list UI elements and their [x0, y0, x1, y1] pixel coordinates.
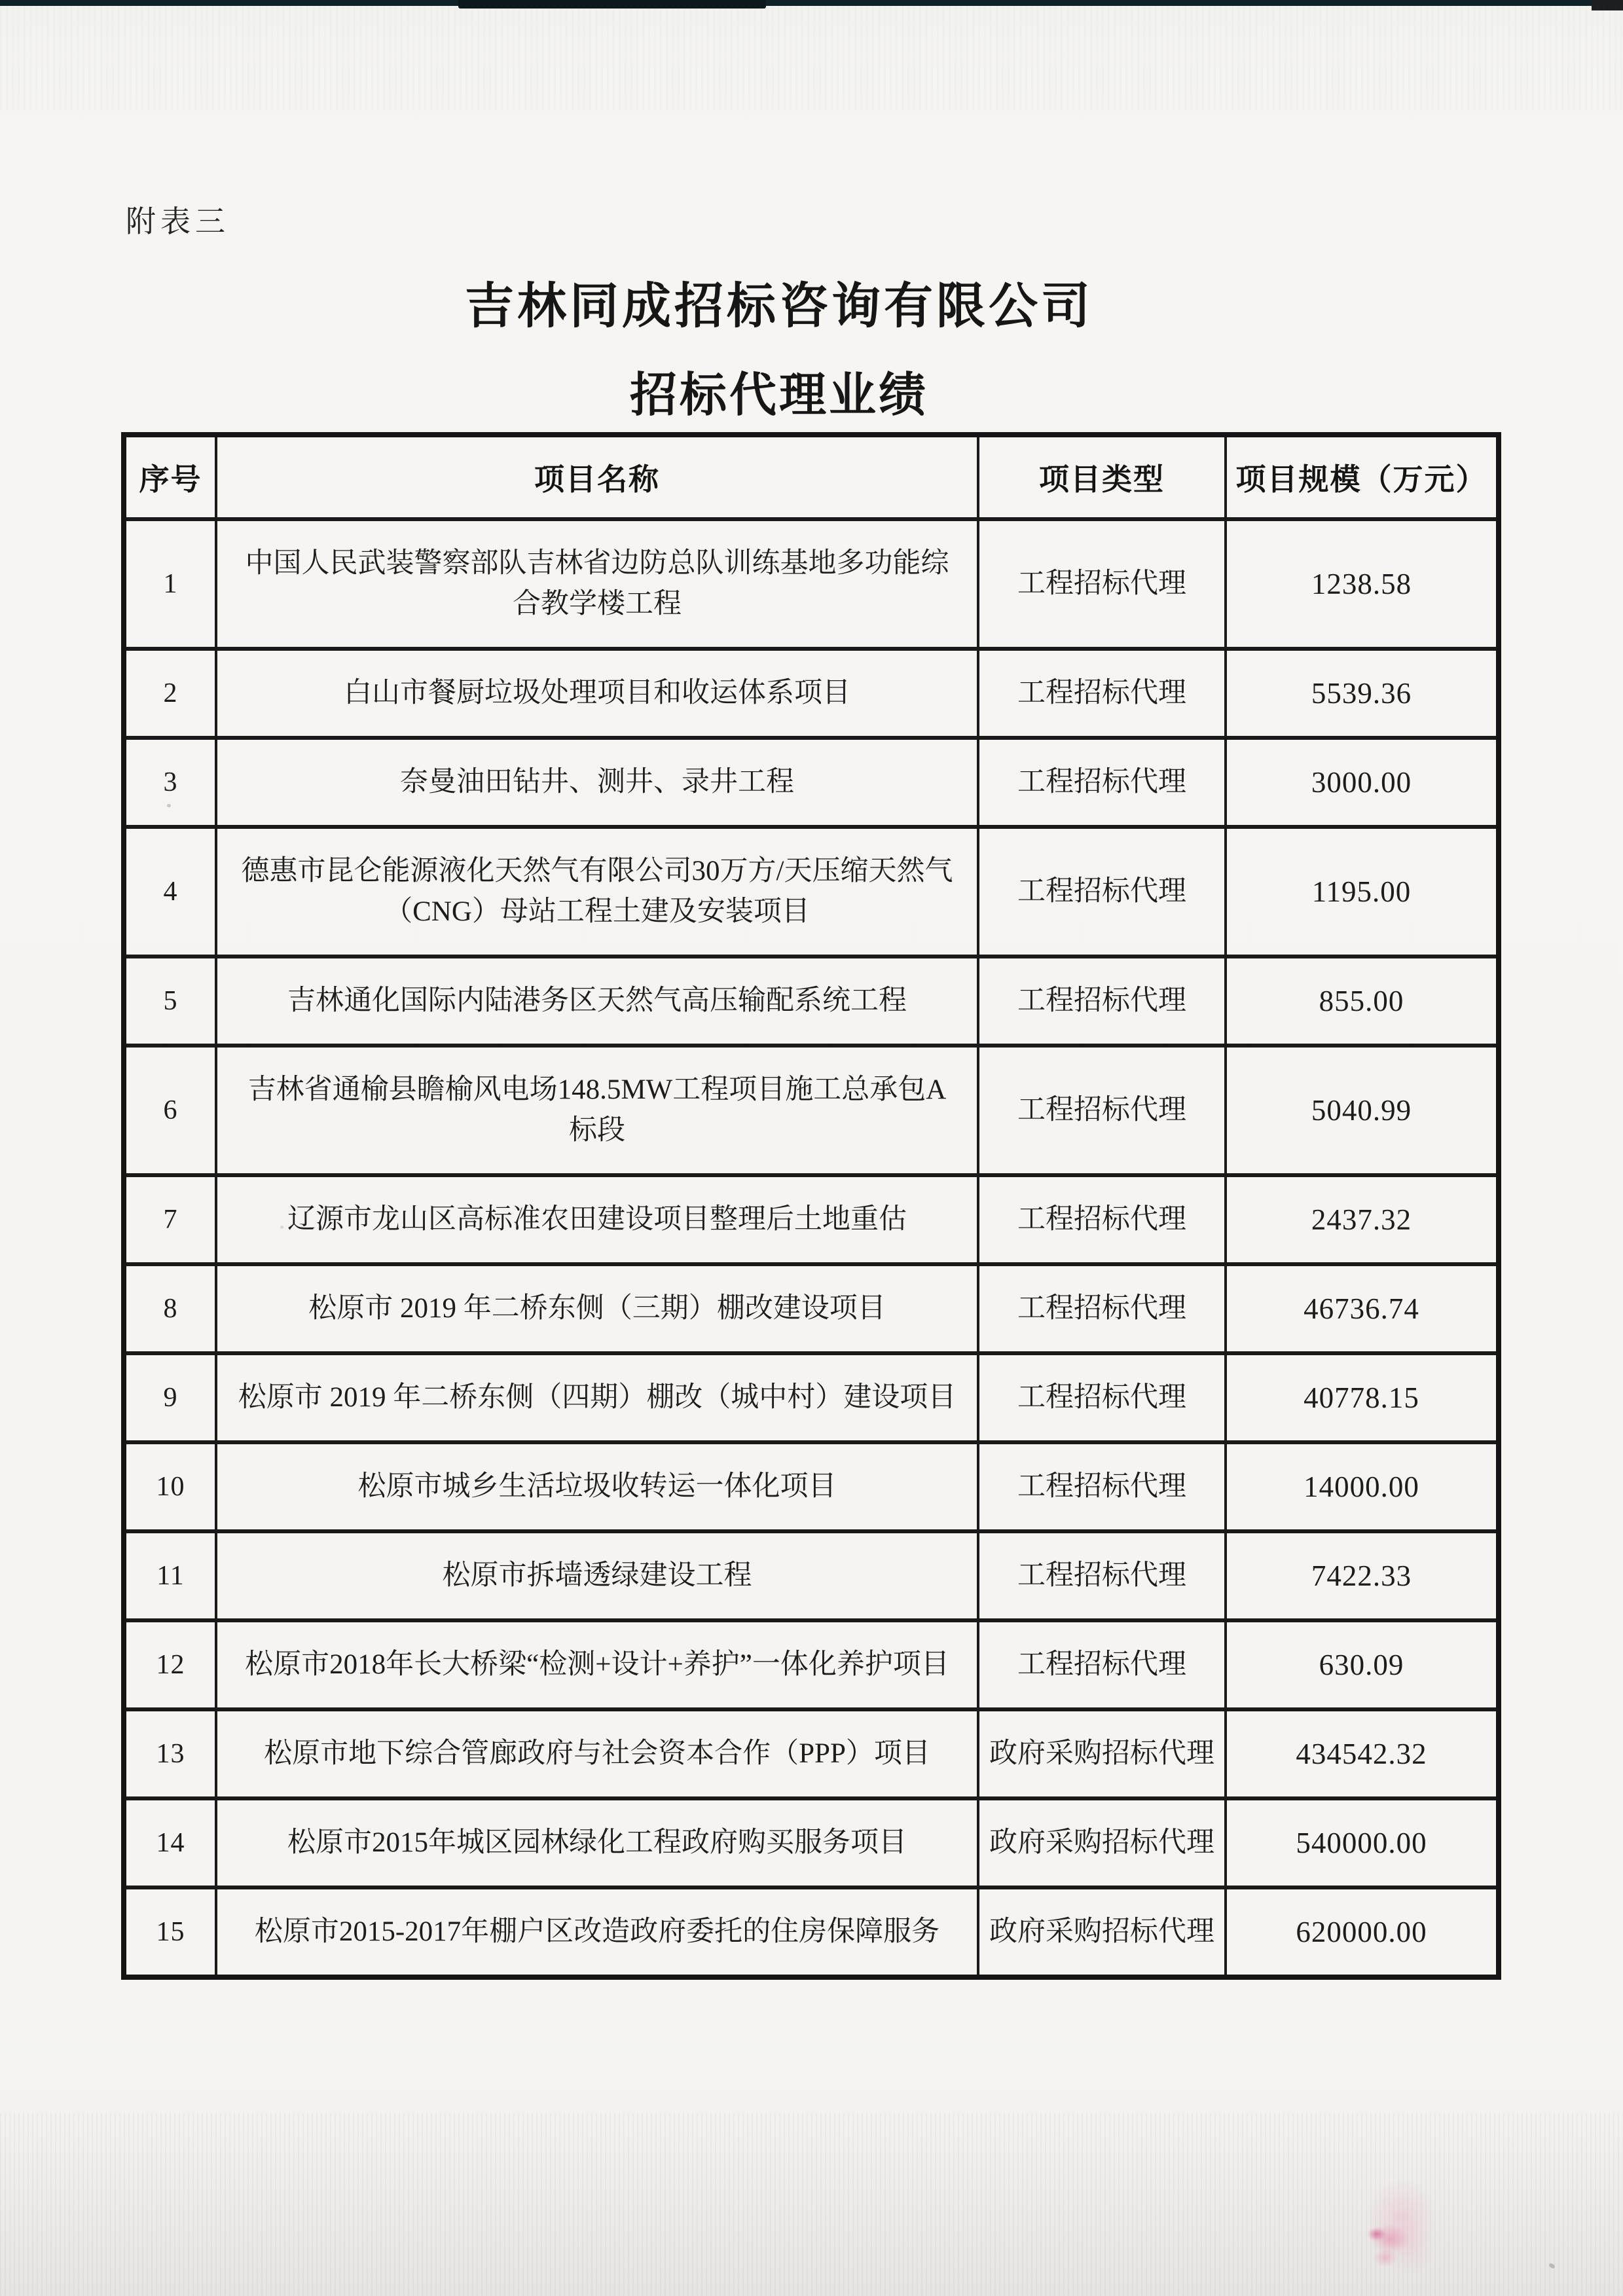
project-type-cell: 工程招标代理: [978, 1175, 1226, 1264]
project-type-cell: 工程招标代理: [978, 1620, 1226, 1709]
doc-annotation: 附表三: [126, 205, 230, 238]
project-name-cell: 松原市 2019 年二桥东侧（四期）棚改（城中村）建设项目: [216, 1353, 978, 1442]
project-name-cell: 奈曼油田钻井、测井、录井工程: [216, 738, 978, 827]
row-seq-cell: 1: [124, 519, 216, 649]
project-type-cell: 工程招标代理: [978, 827, 1226, 957]
project-scale-cell: 855.00: [1226, 957, 1499, 1046]
row-seq-cell: 15: [124, 1887, 216, 1977]
project-scale-cell: 630.09: [1226, 1620, 1499, 1709]
doc-title: 吉林同成招标咨询有限公司: [464, 280, 1093, 334]
row-seq-cell: 11: [124, 1531, 216, 1620]
project-type-cell: 工程招标代理: [978, 1046, 1226, 1175]
table-row: [124, 1264, 1499, 1353]
project-type-cell: 工程招标代理: [978, 519, 1226, 649]
row-seq-cell: 7: [124, 1175, 216, 1264]
project-type-cell: 工程招标代理: [978, 649, 1226, 738]
row-seq-cell: 3: [124, 738, 216, 827]
project-scale-cell: 14000.00: [1226, 1442, 1499, 1531]
project-scale-cell: 2437.32: [1226, 1175, 1499, 1264]
project-type-cell: 工程招标代理: [978, 1442, 1226, 1531]
row-seq-cell: 4: [124, 827, 216, 957]
row-seq-cell: 8: [124, 1264, 216, 1353]
table-row: [124, 1046, 1499, 1175]
project-scale-cell: 3000.00: [1226, 738, 1499, 827]
project-name-cell: 松原市 2019 年二桥东侧（三期）棚改建设项目: [216, 1264, 978, 1353]
project-scale-cell: 540000.00: [1226, 1798, 1499, 1887]
project-name-cell: 松原市2015-2017年棚户区改造政府委托的住房保障服务: [216, 1887, 978, 1977]
project-scale-cell: 40778.15: [1226, 1353, 1499, 1442]
table-header-row: [124, 435, 1499, 519]
table-row: [124, 1887, 1499, 1977]
row-seq-cell: 13: [124, 1709, 216, 1798]
table-row: [124, 1620, 1499, 1709]
header-project-type: 项目类型: [978, 435, 1226, 519]
table-row: [124, 1531, 1499, 1620]
header-project-name: 项目名称: [216, 435, 978, 519]
project-type-cell: 政府采购招标代理: [978, 1709, 1226, 1798]
project-type-cell: 政府采购招标代理: [978, 1798, 1226, 1887]
project-name-cell: 德惠市昆仑能源液化天然气有限公司30万方/天压缩天然气（CNG）母站工程土建及安装项目: [216, 827, 978, 957]
row-seq-cell: 2: [124, 649, 216, 738]
project-scale-cell: 620000.00: [1226, 1887, 1499, 1977]
header-project-scale: 项目规模（万元）: [1226, 435, 1499, 519]
table-row: [124, 827, 1499, 957]
doc-title-block: [92, 267, 1467, 425]
project-name-cell: 松原市2018年长大桥梁“检测+设计+养护”一体化养护项目: [216, 1620, 978, 1709]
table-row: [124, 738, 1499, 827]
project-name-cell: 中国人民武装警察部队吉林省边防总队训练基地多功能综合教学楼工程: [216, 519, 978, 649]
project-name-cell: 吉林通化国际内陆港务区天然气高压输配系统工程: [216, 957, 978, 1046]
table-row: [124, 519, 1499, 649]
row-seq-cell: 12: [124, 1620, 216, 1709]
project-scale-cell: 7422.33: [1226, 1531, 1499, 1620]
table-row: [124, 1353, 1499, 1442]
row-seq-cell: 5: [124, 957, 216, 1046]
project-name-cell: 松原市拆墙透绿建设工程: [216, 1531, 978, 1620]
project-type-cell: 工程招标代理: [978, 957, 1226, 1046]
project-name-cell: 松原市城乡生活垃圾收转运一体化项目: [216, 1442, 978, 1531]
project-scale-cell: 1238.58: [1226, 519, 1499, 649]
row-seq-cell: 14: [124, 1798, 216, 1887]
table-head: [124, 435, 1499, 519]
project-scale-cell: 434542.32: [1226, 1709, 1499, 1798]
project-scale-cell: 5539.36: [1226, 649, 1499, 738]
table-row: [124, 649, 1499, 738]
stamp-smudge: [1341, 2166, 1452, 2284]
performance-table: [121, 432, 1501, 1980]
project-scale-cell: 1195.00: [1226, 827, 1499, 957]
project-name-cell: 白山市餐厨垃圾处理项目和收运体系项目: [216, 649, 978, 738]
project-scale-cell: 46736.74: [1226, 1264, 1499, 1353]
row-seq-cell: 6: [124, 1046, 216, 1175]
scanner-edge-strip: [0, 0, 1623, 6]
table-row: [124, 1709, 1499, 1798]
project-scale-cell: 5040.99: [1226, 1046, 1499, 1175]
table-row: [124, 1798, 1499, 1887]
project-name-cell: 松原市2015年城区园林绿化工程政府购买服务项目: [216, 1798, 978, 1887]
project-type-cell: 工程招标代理: [978, 1353, 1226, 1442]
table-row: [124, 1442, 1499, 1531]
table-row: [124, 1175, 1499, 1264]
project-name-cell: 吉林省通榆县瞻榆风电场148.5MW工程项目施工总承包A标段: [216, 1046, 978, 1175]
project-name-cell: 松原市地下综合管廊政府与社会资本合作（PPP）项目: [216, 1709, 978, 1798]
doc-subtitle: 招标代理业绩: [629, 369, 928, 422]
header-seq: 序号: [124, 435, 216, 519]
row-seq-cell: 9: [124, 1353, 216, 1442]
project-type-cell: 工程招标代理: [978, 738, 1226, 827]
project-type-cell: 工程招标代理: [978, 1531, 1226, 1620]
project-type-cell: 政府采购招标代理: [978, 1887, 1226, 1977]
row-seq-cell: 10: [124, 1442, 216, 1531]
table-body: [124, 519, 1499, 1977]
table-row: [124, 957, 1499, 1046]
project-name-cell: 辽源市龙山区高标准农田建设项目整理后土地重估: [216, 1175, 978, 1264]
scan-noise-top: [0, 6, 1623, 111]
project-type-cell: 工程招标代理: [978, 1264, 1226, 1353]
